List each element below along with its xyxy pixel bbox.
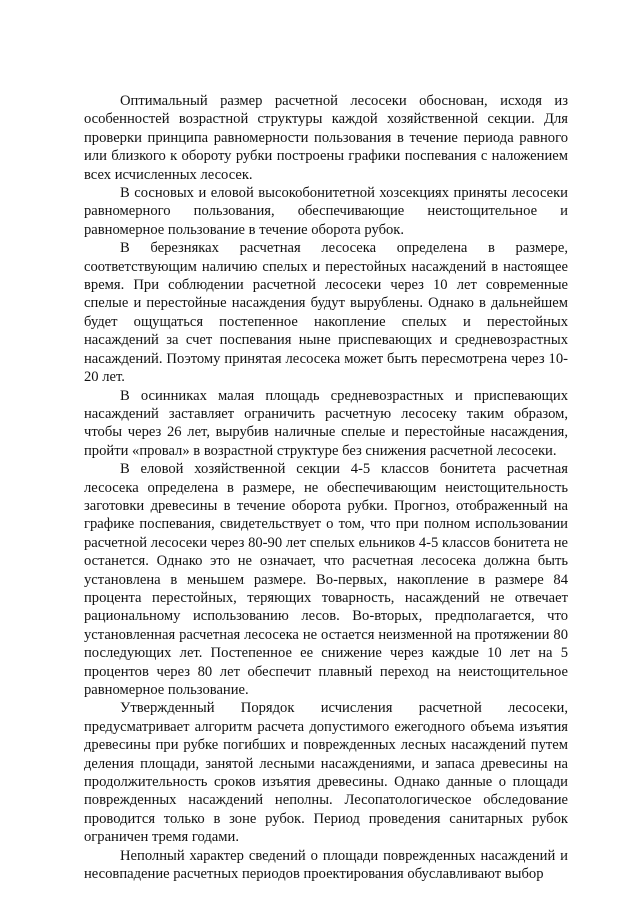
paragraph: В сосновых и еловой высокобонитетной хозсекциях приняты лесосеки равномерного пользования, обеспечивающие неистощительное и равномерное пользование в течение оборота рубок.	[84, 185, 568, 238]
paragraph: Оптимальный размер расчетной лесосеки обоснован, исходя из особенностей возрастной структуры каждой хозяйственной секции. Для проверки принципа равномерности пользования в течение периода равного или близкого к обороту рубки построены графики поспевания с наложением всех исчисленных лесосек.	[84, 93, 568, 183]
paragraph: Неполный характер сведений о площади поврежденных насаждений и несовпадение расчетных периодов проектирования обуславливают выбор	[84, 847, 568, 883]
paragraph: Утвержденный Порядок исчисления расчетной лесосеки, предусматривает алгоритм расчета допустимого ежегодного объема изъятия древесины при рубке погибших и поврежденных лесных насаждений путем деления площади, занятой лесными насаждениями, и запаса древесины на продолжительность сроков изъятия древесины. Однако данные о площади поврежденных насаждений неполны. Лесопатологическое обследование проводится только в зоне рубок. Период проведения санитарных рубок ограничен тремя годами.	[84, 700, 568, 846]
paragraph: В осинниках малая площадь средневозрастных и приспевающих насаждений заставляет ограничить расчетную лесосеку таким образом, чтобы через 26 лет, вырубив наличные спелые и перестойные насаждения, пройти «провал» в возрастной структуре без снижения расчетной лесосеки.	[84, 387, 568, 459]
paragraph: В березняках расчетная лесосека определена в размере, соответствующим наличию спелых и перестойных насаждений в настоящее время. При соблюдении расчетной лесосеки через 10 лет современные спелые и перестойные насаждения будут вырублены. Однако в дальнейшем будет ощущаться постепенное накопление спелых и перестойных насаждений за счет поспевания ныне приспевающих и средневозрастных насаждений. Поэтому принятая лесосека может быть пересмотрена через 10-20 лет.	[84, 240, 568, 386]
document-body	[84, 92, 568, 883]
paragraph: В еловой хозяйственной секции 4-5 классов бонитета расчетная лесосека определена в размере, не обеспечивающим неистощительность заготовки древесины в течение оборота рубки. Прогноз, отображенный на графике поспевания, свидетельствует о том, что при полном использовании расчетной лесосеки через 80-90 лет спелых ельников 4-5 классов бонитета не останется. Однако это не означает, что расчетная лесосека должна быть установлена в меньшем размере. Во-первых, накопление в размере 84 процента перестойных, теряющих товарность, насаждений не отвечает рациональному использованию лесов. Во-вторых, предполагается, что установленная расчетная лесосека не остается неизменной на протяжении 80 последующих лет. Постепенное ее снижение через каждые 10 лет на 5 процентов через 80 лет обеспечит плавный переход на неистощительное равномерное пользование.	[84, 461, 568, 698]
